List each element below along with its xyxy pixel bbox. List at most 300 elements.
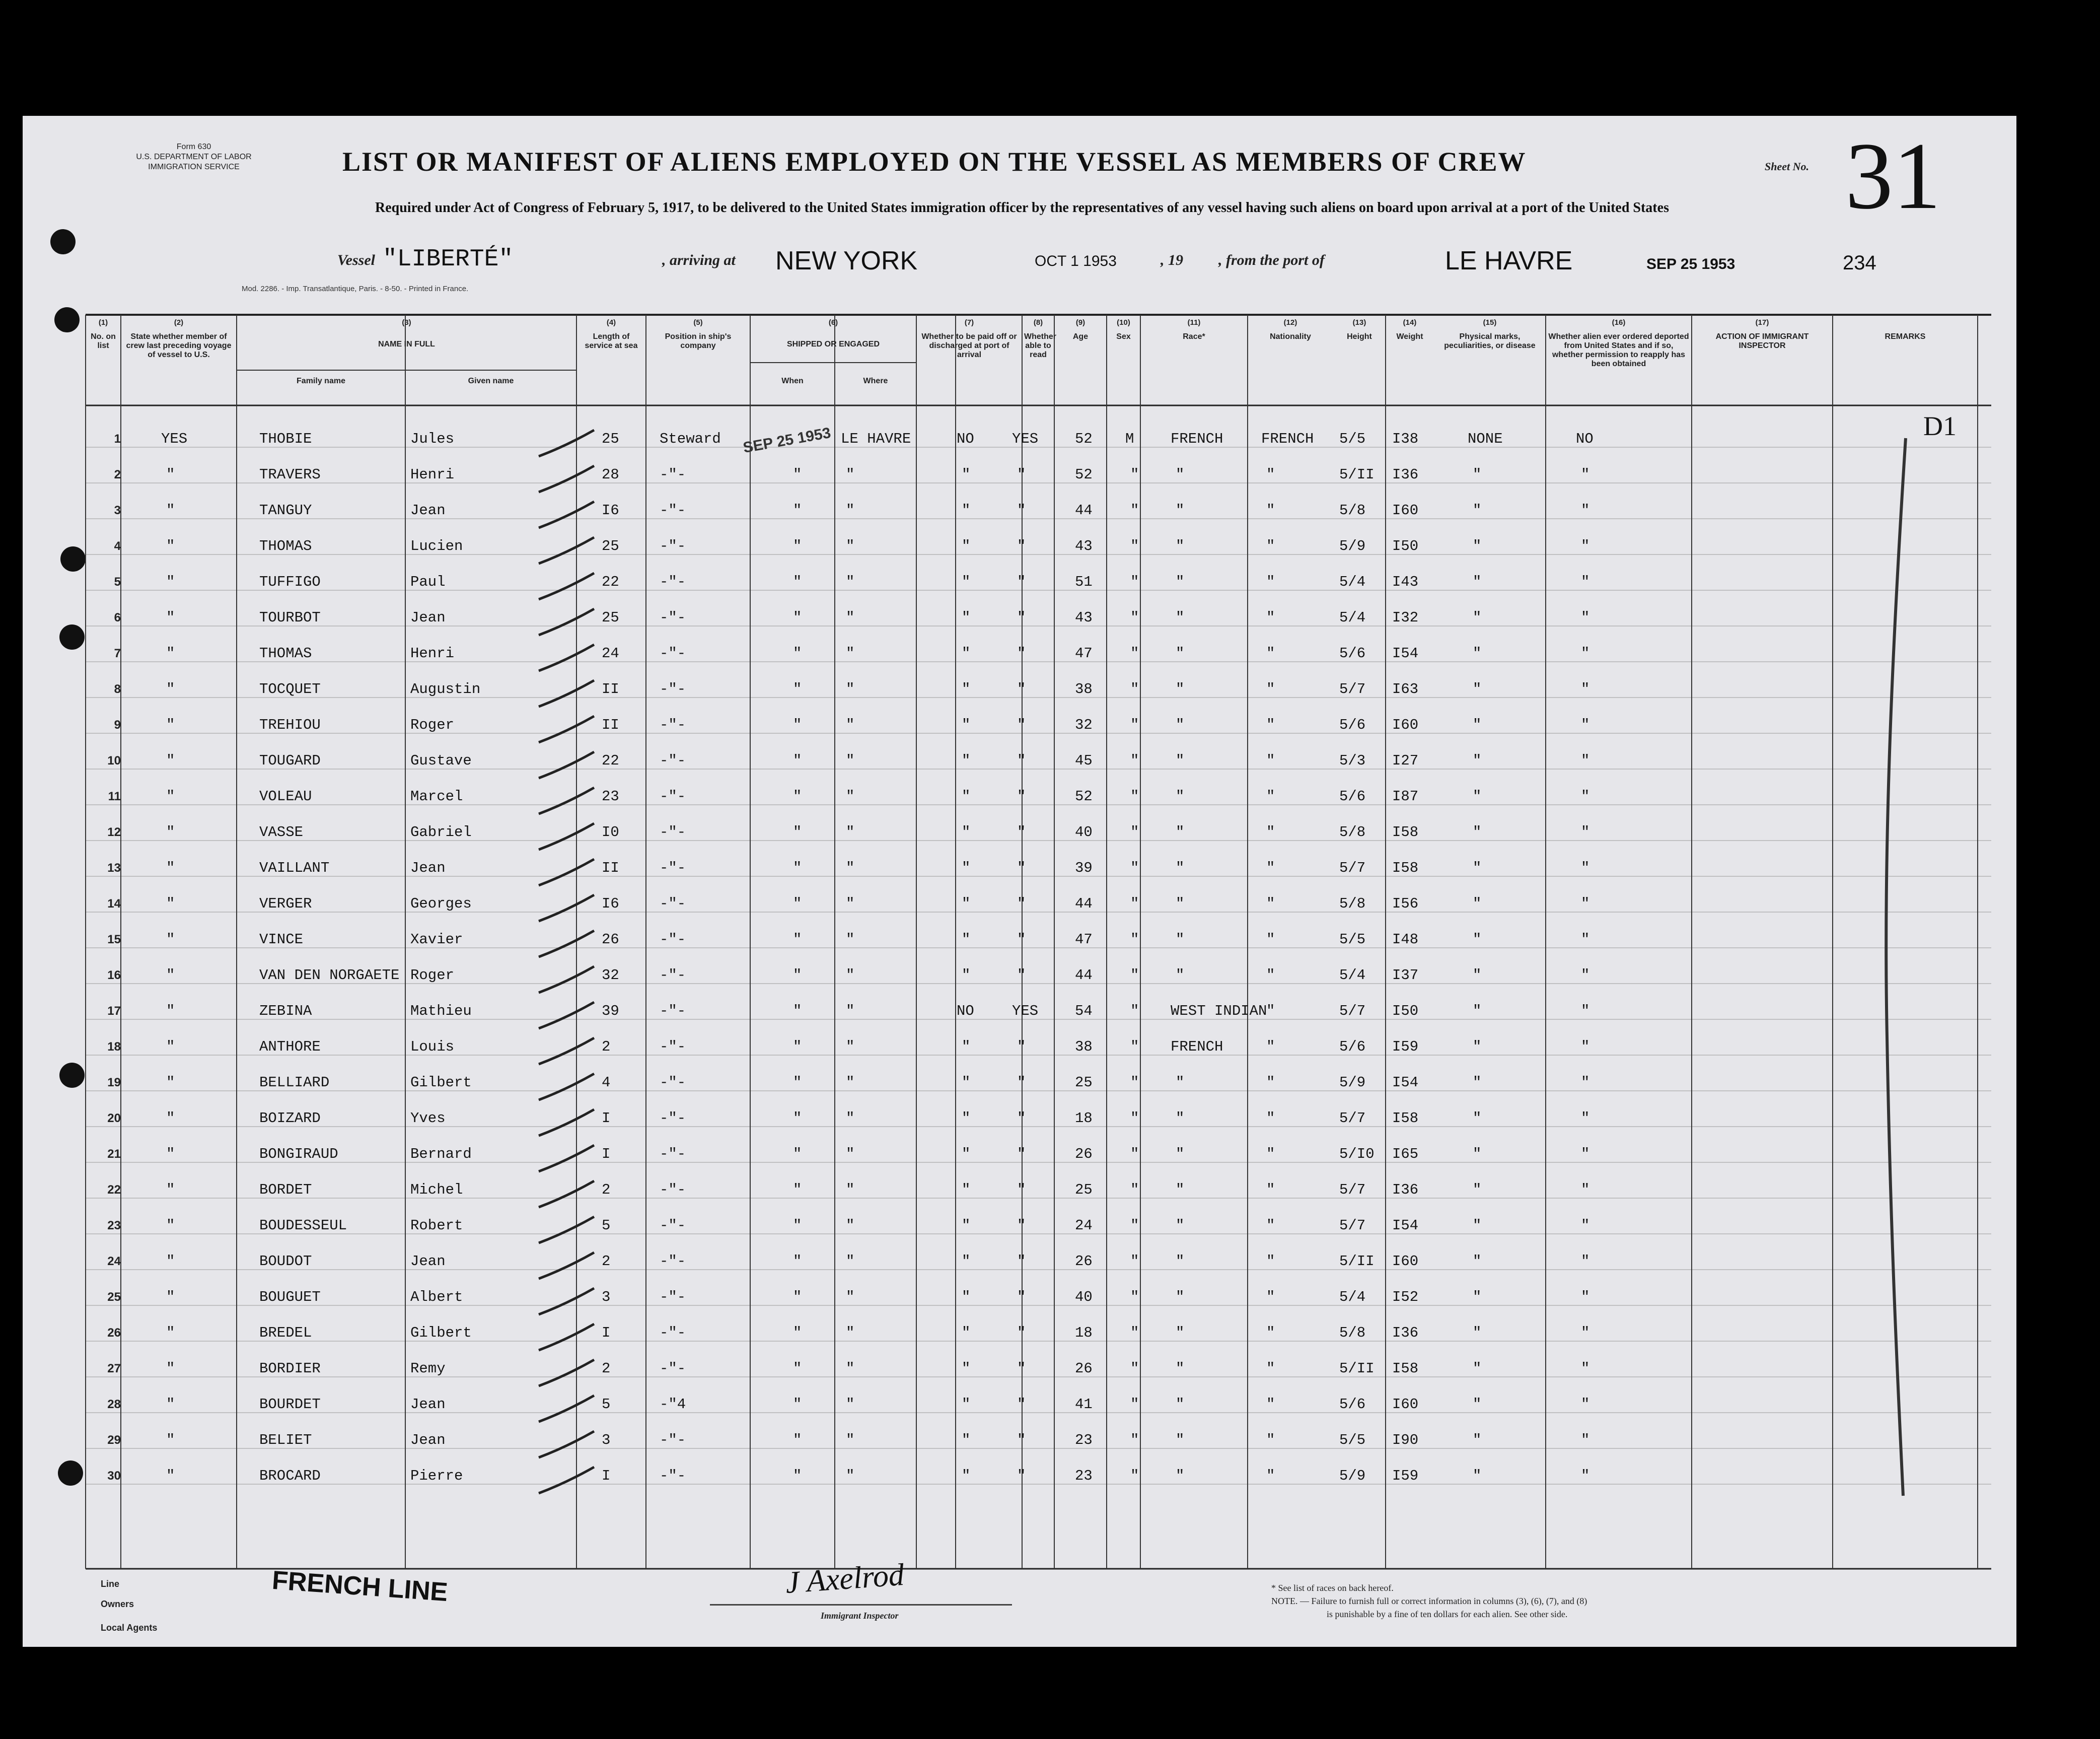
cell-sex: " xyxy=(1130,788,1139,805)
cell-sex: " xyxy=(1130,1253,1139,1270)
row-number: 14 xyxy=(107,897,121,911)
cell-prev: " xyxy=(166,1432,175,1448)
cell-nat: " xyxy=(1266,1146,1275,1162)
cell-sex: " xyxy=(1130,502,1139,519)
cell-deported: " xyxy=(1581,538,1590,554)
column-header: Sex xyxy=(1116,332,1131,341)
punch-hole xyxy=(54,307,80,332)
cell-given: Roger xyxy=(410,717,455,733)
cell-service: 28 xyxy=(602,466,619,483)
cell-height: 5/7 xyxy=(1339,1110,1366,1127)
cell-service: II xyxy=(602,681,619,698)
cell-age: 18 xyxy=(1075,1110,1093,1127)
cell-prev: " xyxy=(166,1468,175,1484)
cell-marks: " xyxy=(1473,574,1482,590)
cell-when: " xyxy=(793,1432,802,1448)
cell-nat: " xyxy=(1266,574,1275,590)
column-number: (4) xyxy=(606,318,616,327)
cell-family: BELLIARD xyxy=(259,1074,330,1091)
cell-marks: " xyxy=(1473,1253,1482,1270)
vessel-label: Vessel xyxy=(337,252,375,268)
punch-hole xyxy=(59,624,85,650)
cell-when: " xyxy=(793,681,802,698)
cell-sex: " xyxy=(1130,574,1139,590)
cell-read: " xyxy=(1017,609,1026,626)
column-number: (3) xyxy=(402,318,411,327)
cell-deported: " xyxy=(1581,931,1590,948)
column-header: Position in ship's company xyxy=(665,332,732,350)
cell-read: " xyxy=(1017,1253,1026,1270)
cell-sex: " xyxy=(1130,717,1139,733)
cell-when: " xyxy=(793,895,802,912)
check-mark xyxy=(534,1070,599,1107)
cell-service: 24 xyxy=(602,645,619,662)
row-number: 30 xyxy=(107,1469,121,1483)
line-label: Line xyxy=(101,1579,120,1589)
cell-nat: " xyxy=(1266,1432,1275,1448)
cell-height: 5/6 xyxy=(1339,717,1366,733)
cell-service: 4 xyxy=(602,1074,611,1091)
cell-position: -"4 xyxy=(660,1396,686,1413)
cell-height: 5/9 xyxy=(1339,1468,1366,1484)
cell-position: -"- xyxy=(660,752,686,769)
cell-sex: " xyxy=(1130,895,1139,912)
cell-given: Gilbert xyxy=(410,1074,472,1091)
cell-race: " xyxy=(1176,1253,1185,1270)
column-subheader: Given name xyxy=(468,377,514,385)
cell-sex: " xyxy=(1130,1074,1139,1091)
cell-sex: " xyxy=(1130,1146,1139,1162)
cell-position: -"- xyxy=(660,574,686,590)
punch-hole xyxy=(58,1460,83,1486)
cell-given: Henri xyxy=(410,645,455,662)
cell-service: 22 xyxy=(602,574,619,590)
cell-position: -"- xyxy=(660,502,686,519)
cell-family: ANTHORE xyxy=(259,1038,321,1055)
cell-service: 3 xyxy=(602,1289,611,1305)
cell-service: 25 xyxy=(602,538,619,554)
cell-deported: NO xyxy=(1576,431,1594,447)
cell-height: 5/7 xyxy=(1339,860,1366,876)
check-mark xyxy=(534,1392,599,1429)
column-number: (17) xyxy=(1755,318,1769,327)
cell-age: 54 xyxy=(1075,1003,1093,1019)
cell-weight: I36 xyxy=(1392,466,1419,483)
cell-nat: " xyxy=(1266,1074,1275,1091)
cell-race: " xyxy=(1176,1217,1185,1234)
cell-read: " xyxy=(1017,860,1026,876)
cell-family: BORDIER xyxy=(259,1360,321,1377)
cell-nat: " xyxy=(1266,502,1275,519)
cell-when: " xyxy=(793,1217,802,1234)
cell-weight: I59 xyxy=(1392,1038,1419,1055)
column-header: Age xyxy=(1072,332,1089,341)
cell-age: 32 xyxy=(1075,717,1093,733)
cell-deported: " xyxy=(1581,1360,1590,1377)
cell-where: " xyxy=(846,824,855,841)
cell-read: " xyxy=(1017,717,1026,733)
cell-height: 5/4 xyxy=(1339,609,1366,626)
cell-read: " xyxy=(1017,1432,1026,1448)
cell-service: 5 xyxy=(602,1396,611,1413)
cell-when: " xyxy=(793,1110,802,1127)
cell-deported: " xyxy=(1581,1074,1590,1091)
cell-given: Mathieu xyxy=(410,1003,472,1019)
cell-marks: " xyxy=(1473,860,1482,876)
check-mark xyxy=(534,998,599,1036)
cell-where: " xyxy=(846,967,855,984)
column-header: REMARKS xyxy=(1885,332,1926,341)
cell-nat: " xyxy=(1266,752,1275,769)
cell-position: -"- xyxy=(660,788,686,805)
cell-position: -"- xyxy=(660,609,686,626)
cell-race: " xyxy=(1176,1325,1185,1341)
column-header: SHIPPED OR ENGAGED xyxy=(786,340,880,349)
cell-prev: " xyxy=(166,1253,175,1270)
check-mark xyxy=(534,784,599,821)
cell-position: -"- xyxy=(660,860,686,876)
local-agents-label: Local Agents xyxy=(101,1623,158,1633)
cell-service: I6 xyxy=(602,895,619,912)
cell-race: " xyxy=(1176,1396,1185,1413)
cell-sex: " xyxy=(1130,1325,1139,1341)
column-header: Length of service at sea xyxy=(585,332,638,350)
cell-sex: " xyxy=(1130,681,1139,698)
cell-race: " xyxy=(1176,931,1185,948)
service-label: IMMIGRATION SERVICE xyxy=(148,163,240,171)
row-number: 27 xyxy=(107,1362,121,1375)
cell-where: " xyxy=(846,466,855,483)
check-mark xyxy=(534,1141,599,1179)
cell-where: " xyxy=(846,1360,855,1377)
cell-weight: I52 xyxy=(1392,1289,1419,1305)
cell-age: 47 xyxy=(1075,931,1093,948)
cell-position: -"- xyxy=(660,1217,686,1234)
cell-deported: " xyxy=(1581,1110,1590,1127)
cell-marks: " xyxy=(1473,931,1482,948)
cell-given: Georges xyxy=(410,895,472,912)
department-label: U.S. DEPARTMENT OF LABOR xyxy=(136,153,252,161)
cell-when: " xyxy=(793,1360,802,1377)
cell-sex: " xyxy=(1130,931,1139,948)
cell-height: 5/8 xyxy=(1339,502,1366,519)
row-number: 4 xyxy=(114,539,121,553)
cell-family: THOMAS xyxy=(259,538,312,554)
cell-when: " xyxy=(793,1074,802,1091)
cell-deported: " xyxy=(1581,1038,1590,1055)
cell-deported: " xyxy=(1581,1253,1590,1270)
line-stamp: FRENCH LINE xyxy=(271,1565,449,1608)
cell-nat: " xyxy=(1266,717,1275,733)
check-mark xyxy=(534,1213,599,1250)
cell-race: FRENCH xyxy=(1171,431,1223,447)
shipped-date-stamp: SEP 25 1953 xyxy=(742,424,832,457)
cell-service: II xyxy=(602,860,619,876)
cell-where: " xyxy=(846,609,855,626)
cell-family: VOLEAU xyxy=(259,788,312,805)
cell-read: " xyxy=(1017,1396,1026,1413)
cell-position: -"- xyxy=(660,1468,686,1484)
check-mark xyxy=(534,533,599,571)
cell-weight: I60 xyxy=(1392,1396,1419,1413)
cell-race: " xyxy=(1176,895,1185,912)
table-grid xyxy=(83,312,1991,1571)
check-mark xyxy=(534,676,599,714)
remarks-bracket-line xyxy=(1863,433,1923,1511)
column-number: (8) xyxy=(1033,318,1043,327)
cell-family: BELIET xyxy=(259,1432,312,1448)
cell-nat: " xyxy=(1266,681,1275,698)
cell-deported: " xyxy=(1581,1217,1590,1234)
punch-hole xyxy=(50,229,76,254)
cell-race: " xyxy=(1176,752,1185,769)
cell-given: Gabriel xyxy=(410,824,472,841)
cell-service: 5 xyxy=(602,1217,611,1234)
cell-race: " xyxy=(1176,1074,1185,1091)
cell-prev: " xyxy=(166,1110,175,1127)
cell-paid: " xyxy=(962,538,971,554)
cell-age: 43 xyxy=(1075,609,1093,626)
cell-nat: " xyxy=(1266,609,1275,626)
cell-sex: M xyxy=(1125,431,1134,447)
cell-when: " xyxy=(793,1468,802,1484)
cell-sex: " xyxy=(1130,1217,1139,1234)
column-header: Whether alien ever ordered deported from United States and if so, whether permission to reapply has been obtained xyxy=(1548,332,1689,368)
cell-paid: " xyxy=(962,681,971,698)
printer-line: Mod. 2286. - Imp. Transatlantique, Paris. - 8-50. - Printed in France. xyxy=(242,285,469,293)
cell-age: 23 xyxy=(1075,1432,1093,1448)
cell-service: I xyxy=(602,1110,611,1127)
cell-deported: " xyxy=(1581,645,1590,662)
cell-race: " xyxy=(1176,1146,1185,1162)
cell-age: 40 xyxy=(1075,824,1093,841)
cell-family: ZEBINA xyxy=(259,1003,312,1019)
cell-service: 23 xyxy=(602,788,619,805)
arrival-port: NEW YORK xyxy=(775,246,918,275)
cell-deported: " xyxy=(1581,1289,1590,1305)
column-number: (5) xyxy=(693,318,703,327)
cell-prev: " xyxy=(166,1146,175,1162)
cell-nat: " xyxy=(1266,860,1275,876)
cell-deported: " xyxy=(1581,1146,1590,1162)
cell-given: Pierre xyxy=(410,1468,463,1484)
cell-nat: " xyxy=(1266,1181,1275,1198)
cell-height: 5/7 xyxy=(1339,1217,1366,1234)
cell-height: 5/5 xyxy=(1339,931,1366,948)
cell-marks: " xyxy=(1473,645,1482,662)
cell-family: TOUGARD xyxy=(259,752,321,769)
cell-nat: " xyxy=(1266,931,1275,948)
row-number: 24 xyxy=(107,1255,121,1268)
row-number: 12 xyxy=(107,825,121,839)
sheet-number: 31 xyxy=(1845,123,1941,229)
cell-when: " xyxy=(793,1146,802,1162)
cell-service: 32 xyxy=(602,967,619,984)
column-number: (6) xyxy=(828,318,838,327)
cell-age: 52 xyxy=(1075,466,1093,483)
cell-where: " xyxy=(846,502,855,519)
cell-age: 38 xyxy=(1075,681,1093,698)
cell-age: 26 xyxy=(1075,1360,1093,1377)
cell-age: 47 xyxy=(1075,645,1093,662)
row-number: 28 xyxy=(107,1398,121,1411)
cell-race: " xyxy=(1176,1432,1185,1448)
cell-paid: " xyxy=(962,502,971,519)
cell-family: TUFFIGO xyxy=(259,574,321,590)
page-subtitle: Required under Act of Congress of February 5, 1917, to be delivered to the United States immigration officer by the representatives of any vessel having such aliens on board upon arrival at a port of the United States xyxy=(375,200,1669,216)
cell-paid: " xyxy=(962,1181,971,1198)
cell-paid: " xyxy=(962,895,971,912)
row-number: 20 xyxy=(107,1111,121,1125)
cell-position: -"- xyxy=(660,1181,686,1198)
cell-position: -"- xyxy=(660,466,686,483)
cell-given: Michel xyxy=(410,1181,463,1198)
cell-prev: " xyxy=(166,466,175,483)
cell-paid: " xyxy=(962,1289,971,1305)
cell-height: 5/8 xyxy=(1339,824,1366,841)
cell-family: BOUDOT xyxy=(259,1253,312,1270)
cell-marks: " xyxy=(1473,1360,1482,1377)
cell-deported: " xyxy=(1581,1003,1590,1019)
cell-height: 5/4 xyxy=(1339,967,1366,984)
cell-deported: " xyxy=(1581,895,1590,912)
check-mark xyxy=(534,498,599,535)
cell-deported: " xyxy=(1581,860,1590,876)
cell-prev: " xyxy=(166,681,175,698)
cell-sex: " xyxy=(1130,1289,1139,1305)
row-number: 10 xyxy=(107,754,121,768)
cell-prev: " xyxy=(166,824,175,841)
row-number: 8 xyxy=(114,682,121,696)
cell-family: BORDET xyxy=(259,1181,312,1198)
cell-family: BROCARD xyxy=(259,1468,321,1484)
cell-race: " xyxy=(1176,538,1185,554)
cell-read: " xyxy=(1017,1146,1026,1162)
cell-where: " xyxy=(846,1110,855,1127)
cell-race: " xyxy=(1176,1110,1185,1127)
cell-given: Roger xyxy=(410,967,455,984)
cell-marks: " xyxy=(1473,1003,1482,1019)
cell-where: " xyxy=(846,1074,855,1091)
check-mark xyxy=(534,1284,599,1322)
cell-weight: I50 xyxy=(1392,538,1419,554)
cell-weight: I43 xyxy=(1392,574,1419,590)
cell-sex: " xyxy=(1130,645,1139,662)
cell-sex: " xyxy=(1130,967,1139,984)
cell-age: 23 xyxy=(1075,1468,1093,1484)
cell-marks: " xyxy=(1473,1217,1482,1234)
cell-height: 5/II xyxy=(1339,1253,1374,1270)
row-number: 11 xyxy=(108,790,121,803)
cell-prev: " xyxy=(166,574,175,590)
cell-given: Yves xyxy=(410,1110,446,1127)
cell-given: Jean xyxy=(410,502,446,519)
cell-marks: " xyxy=(1473,1038,1482,1055)
cell-deported: " xyxy=(1581,466,1590,483)
cell-marks: " xyxy=(1473,502,1482,519)
cell-family: VASSE xyxy=(259,824,304,841)
cell-given: Jean xyxy=(410,609,446,626)
cell-weight: I38 xyxy=(1392,431,1419,447)
cell-service: I xyxy=(602,1146,611,1162)
cell-age: 39 xyxy=(1075,860,1093,876)
cell-marks: " xyxy=(1473,895,1482,912)
cell-prev: " xyxy=(166,860,175,876)
punch-hole xyxy=(59,1063,85,1088)
cell-given: Jean xyxy=(410,1253,446,1270)
check-mark xyxy=(534,1177,599,1215)
cell-paid: " xyxy=(962,1432,971,1448)
cell-when: " xyxy=(793,824,802,841)
signature-line xyxy=(710,1604,1012,1606)
column-header: Nationality xyxy=(1270,332,1311,341)
cell-position: -"- xyxy=(660,1325,686,1341)
cell-nat: " xyxy=(1266,788,1275,805)
cell-race: " xyxy=(1176,574,1185,590)
cell-position: -"- xyxy=(660,681,686,698)
cell-age: 26 xyxy=(1075,1146,1093,1162)
cell-paid: " xyxy=(962,466,971,483)
cell-read: " xyxy=(1017,1110,1026,1127)
cell-weight: I36 xyxy=(1392,1325,1419,1341)
cell-weight: I54 xyxy=(1392,645,1419,662)
cell-service: 2 xyxy=(602,1360,611,1377)
column-number: (15) xyxy=(1483,318,1497,327)
cell-read: " xyxy=(1017,1360,1026,1377)
cell-position: Steward xyxy=(660,431,721,447)
cell-race: " xyxy=(1176,502,1185,519)
cell-deported: " xyxy=(1581,1181,1590,1198)
cell-race: " xyxy=(1176,1468,1185,1484)
cell-prev: " xyxy=(166,502,175,519)
cell-read: " xyxy=(1017,752,1026,769)
cell-deported: " xyxy=(1581,574,1590,590)
row-number: 21 xyxy=(107,1147,121,1161)
cell-given: Louis xyxy=(410,1038,455,1055)
cell-paid: " xyxy=(962,1253,971,1270)
check-mark xyxy=(534,855,599,893)
cell-given: Marcel xyxy=(410,788,463,805)
row-number: 2 xyxy=(114,468,121,481)
cell-marks: " xyxy=(1473,1396,1482,1413)
cell-position: -"- xyxy=(660,1432,686,1448)
column-subheader: Family name xyxy=(297,377,345,385)
cell-when: " xyxy=(793,1253,802,1270)
cell-where: " xyxy=(846,681,855,698)
cell-service: I xyxy=(602,1325,611,1341)
cell-position: -"- xyxy=(660,1110,686,1127)
cell-age: 40 xyxy=(1075,1289,1093,1305)
cell-deported: " xyxy=(1581,502,1590,519)
cell-prev: " xyxy=(166,1325,175,1341)
cell-race: " xyxy=(1176,788,1185,805)
cell-height: 5/6 xyxy=(1339,1038,1366,1055)
cell-race: " xyxy=(1176,466,1185,483)
check-mark xyxy=(534,712,599,750)
cell-where: " xyxy=(846,1217,855,1234)
cell-given: Augustin xyxy=(410,681,481,698)
cell-race: " xyxy=(1176,967,1185,984)
cell-family: TANGUY xyxy=(259,502,312,519)
cell-marks: " xyxy=(1473,1468,1482,1484)
cell-given: Bernard xyxy=(410,1146,472,1162)
cell-deported: " xyxy=(1581,967,1590,984)
penalty-note-cont: is punishable by a fine of ten dollars for each alien. See other side. xyxy=(1327,1609,1568,1619)
cell-paid: " xyxy=(962,1468,971,1484)
cell-position: -"- xyxy=(660,824,686,841)
remarks-mark: D1 xyxy=(1923,411,1957,441)
form-number: Form 630 xyxy=(176,143,211,151)
